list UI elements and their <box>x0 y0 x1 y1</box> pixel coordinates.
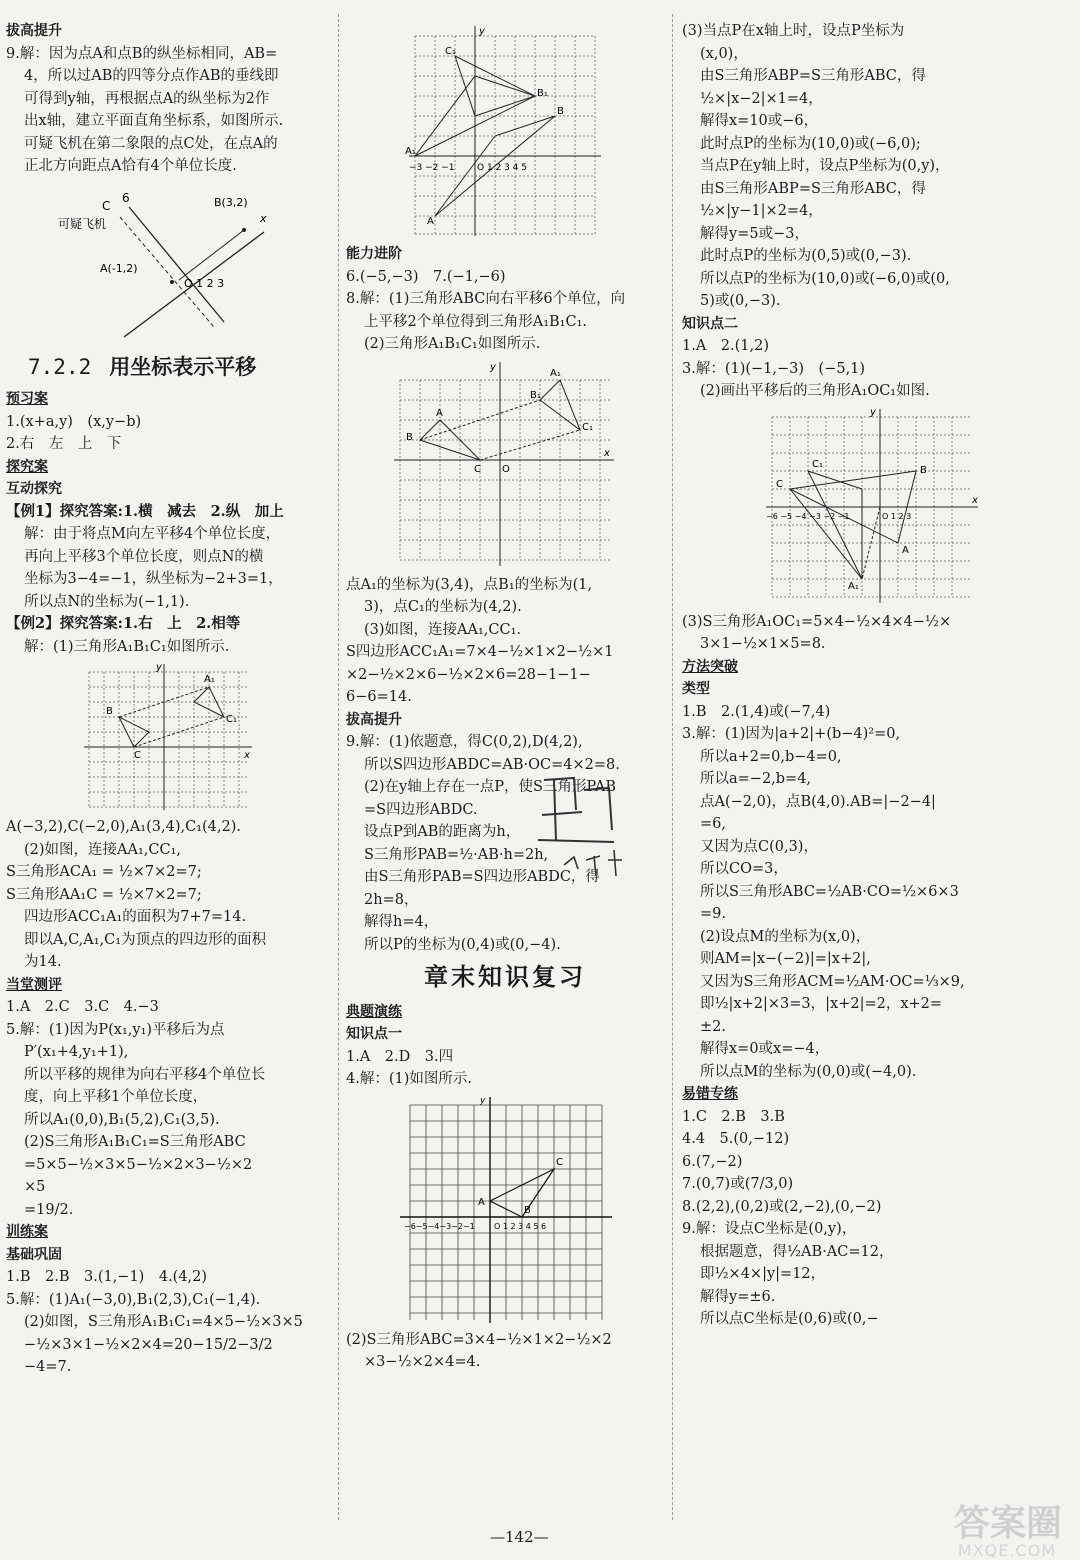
heading-type: 类型 <box>682 681 710 697</box>
svg-text:O 1 2 3 4 5 6: O 1 2 3 4 5 6 <box>494 1221 547 1231</box>
svg-text:C: C <box>134 750 141 761</box>
column-middle: A B A₁ B₁ C₁ y −3 −2 −1 O 1 2 3 4 5 能力进阶 6.(−5,−3) 7.(−1,−6) 8.解：(1)三角形ABC向右平移6个单位，向 上平移2个单位得到三角形A₁B₁C₁. (2)三角形A₁B₁C₁如图所示. B A C A₁ B₁ C₁ y x O 点A₁的坐标为(3,4)，点B₁的坐标为(1, 3)，点C₁的坐标为(4,2). (3)如图，连接AA₁,CC₁. S四边形ACC₁A₁=7×4−½×1×2−½×1 ×2−½×2×6−½×2×6=28−1−1− 6−6=14. 拔高提升 9.解：(1)依题意，得C(0,2),D(4,2), 所以S四边形ABDC=AB·OC=4×2=8. (2)在y轴上存在一点P，使S三角形PAB =S四边形ABDC. 设点P到AB的距离为h， S三角形PAB=½·AB·h=2h, 由S三角形PAB=S四边形ABDC，得 2h=8， 解得h=4， 所以P的坐标为(0,4)或(0,−4). 章末知识复习 典题演练 知识点一 1.A 2.D 3.四 4.解：(1)如图所示. A C B y −6−5−4−3−2−1 O 1 2 3 4 5 6 (2)S三角形ABC=3×4−½×1×2−½×2 ×3−½×2×4=4. <box>346 20 664 1374</box>
svg-text:C: C <box>102 198 111 213</box>
svg-text:B: B <box>920 464 927 476</box>
heading-advance-2: 拔高提升 <box>346 711 402 728</box>
heading-knowledge-2: 知识点二 <box>682 315 738 332</box>
svg-text:C: C <box>556 1156 563 1168</box>
figure-grid-translation-2 <box>390 360 620 570</box>
figure-grid-translation-3 <box>762 407 992 607</box>
svg-text:可疑飞机: 可疑飞机 <box>58 216 107 231</box>
svg-text:−6 −5 −4 −3 −2 −1: −6 −5 −4 −3 −2 −1 <box>766 511 850 521</box>
column-divider <box>672 14 673 1520</box>
svg-text:y: y <box>156 662 162 673</box>
heading-interactive: 互动探究 <box>6 481 62 497</box>
svg-text:x: x <box>972 494 978 506</box>
svg-text:B: B <box>406 431 413 443</box>
svg-text:B: B <box>524 1204 531 1216</box>
heading-ability: 能力进阶 <box>346 246 402 262</box>
svg-text:y: y <box>870 406 876 418</box>
svg-text:y: y <box>490 361 496 373</box>
svg-text:A₁: A₁ <box>405 146 416 157</box>
svg-text:O 1 2 3: O 1 2 3 <box>184 276 225 290</box>
svg-text:C₁: C₁ <box>226 714 237 725</box>
svg-text:A: A <box>436 407 443 419</box>
svg-text:B₁: B₁ <box>537 88 548 99</box>
column-left: 拔高提升 9.解：因为点A和点B的纵坐标相同，AB= 4，所以过AB的四等分点作AB的垂线即 可得到y轴，再根据点A的纵坐标为2作 出x轴，建立平面直角坐标系，如图所示. 可疑飞机在第二象限的点C处，在点A的 正北方向距点A恰有4个单位长度. B(3,2) C 6 可疑飞机 A(-1,2) O 1 2 3 x 7.2.2 用坐标表示平移 预习案 1.(x+a,y) (x,y−b) 2.右 左 上 下 探究案 互动探究 【例1】探究答案:1.横 减去 2.纵 加上 解：由于将点M向左平移4个单位长度， 再向上平移3个单位长度，则点N的横 坐标为3−4=−1，纵坐标为−2+3=1， 所以点N的坐标为(−1,1). 【例2】探究答案:1.右 上 2.相等 解：(1)三角形A₁B₁C₁如图所示. B C A₁ C₁ y x A(−3,2),C(−2,0),A₁(3,4),C₁(4,2). (2)如图，连接AA₁,CC₁, S三角形ACA₁ = ½×7×2=7; S三角形AA₁C = ½×7×2=7; 四边形ACC₁A₁的面积为7+7=14. 即以A,C,A₁,C₁为顶点的四边形的面积 为14. 当堂测评 1.A 2.C 3.C 4.−3 5.解：(1)因为P(x₁,y₁)平移后为点 P′(x₁+4,y₁+1), 所以平移的规律为向右平移4个单位长 度，向上平移1个单位长度， 所以A₁(0,0),B₁(5,2),C₁(3,5). (2)S三角形A₁B₁C₁=S三角形ABC =5×5−½×3×5−½×2×3−½×2 ×5 =19/2. 训练案 基础巩固 1.B 2.B 3.(1,−1) 4.(4,2) 5.解：(1)A₁(−3,0),B₁(2,3),C₁(−1,4). (2)如图，S三角形A₁B₁C₁=4×5−½×3×5 −½×3×1−½×2×4=20−15/2−3/2 −4=7. <box>6 20 332 1379</box>
svg-text:y: y <box>480 1095 486 1106</box>
heading-explore: 探究案 <box>6 458 48 475</box>
watermark-logo: 答案圈 <box>953 1503 1062 1544</box>
svg-text:y: y <box>479 26 485 37</box>
svg-text:O 1 2 3 4 5: O 1 2 3 4 5 <box>477 163 528 173</box>
heading-training: 训练案 <box>6 1224 48 1240</box>
heading-error-prone: 易错专练 <box>682 1086 738 1102</box>
heading-class-test: 当堂测评 <box>6 976 62 993</box>
svg-text:A: A <box>427 216 434 227</box>
column-divider <box>338 14 339 1520</box>
svg-text:O: O <box>502 463 510 475</box>
svg-text:−3 −2 −1: −3 −2 −1 <box>409 163 455 173</box>
svg-text:B(3,2): B(3,2) <box>214 195 248 209</box>
svg-text:x: x <box>260 211 267 225</box>
watermark-url: MXQE.COM <box>957 1541 1056 1560</box>
svg-text:B₁: B₁ <box>530 389 541 401</box>
svg-text:C₁: C₁ <box>812 458 823 470</box>
svg-text:B: B <box>106 706 113 717</box>
answer-9: 9.解：因为点A和点B的纵坐标相同，AB= 4，所以过AB的四等分点作AB的垂线即 可得到y轴，再根据点A的纵坐标为2作 出x轴，建立平面直角坐标系，如图所示. 可疑飞机在第二象限的点C处，在点A的 正北方向距点A恰有4个单位长度. <box>6 45 284 174</box>
chapter-title: 章末知识复习 <box>424 963 586 991</box>
heading-preview: 预习案 <box>6 391 48 407</box>
handwriting-scribble <box>534 770 644 890</box>
heading-basic: 基础巩固 <box>6 1246 62 1263</box>
figure-plane-coordinate <box>54 182 284 342</box>
svg-text:C: C <box>474 463 481 475</box>
svg-text:x: x <box>604 447 610 459</box>
svg-text:A₁: A₁ <box>848 580 859 592</box>
figure-grid-triangle <box>84 662 254 812</box>
figure-grid-translation-1 <box>405 24 605 239</box>
page-number: —142— <box>490 1528 549 1546</box>
svg-text:O 1 2 3: O 1 2 3 <box>882 511 912 521</box>
svg-text:x: x <box>244 750 250 761</box>
svg-text:A: A <box>478 1196 485 1208</box>
svg-text:A₁: A₁ <box>204 674 215 685</box>
svg-text:C: C <box>776 478 783 490</box>
svg-text:6: 6 <box>122 190 130 205</box>
heading-advance: 拔高提升 <box>6 23 62 39</box>
svg-text:A: A <box>902 544 909 556</box>
figure-grid-abc <box>390 1095 620 1325</box>
heading-typical: 典题演练 <box>346 1003 402 1020</box>
svg-text:−6−5−4−3−2−1: −6−5−4−3−2−1 <box>404 1221 475 1231</box>
svg-text:B: B <box>557 106 564 117</box>
heading-knowledge-1: 知识点一 <box>346 1026 402 1042</box>
svg-text:C₁: C₁ <box>582 421 593 433</box>
svg-text:C₁: C₁ <box>445 46 456 57</box>
svg-text:A₁: A₁ <box>550 367 561 379</box>
svg-text:A(-1,2): A(-1,2) <box>100 261 138 275</box>
column-right: (3)当点P在x轴上时，设点P坐标为 (x,0)， 由S三角形ABP=S三角形ABC，得 ½×|x−2|×1=4， 解得x=10或−6， 此时点P的坐标为(10,0)或(−6,0); 当点P在y轴上时，设点P坐标为(0,y)， 由S三角形ABP=S三角形ABC，得 ½×|y−1|×2=4， 解得y=5或−3， 此时点P的坐标为(0,5)或(0,−3). 所以点P的坐标为(10,0)或(−6,0)或(0, 5)或(0,−3). 知识点二 1.A 2.(1,2) 3.解：(1)(−1,−3) (−5,1) (2)画出平移后的三角形A₁OC₁如图. C C₁ B A A₁ y x −6 −5 −4 −3 −2 −1 O 1 2 3 (3)S三角形A₁OC₁=5×4−½×4×4−½× 3×1−½×1×5=8. 方法突破 类型 1.B 2.(1,4)或(−7,4) 3.解：(1)因为|a+2|+(b−4)²=0, 所以a+2=0,b−4=0, 所以a=−2,b=4, 点A(−2,0)，点B(4,0).AB=|−2−4| =6, 又因为点C(0,3)， 所以CO=3， 所以S三角形ABC=½AB·CO=½×6×3 =9. (2)设点M的坐标为(x,0)， 则AM=|x−(−2)|=|x+2|, 又因为S三角形ACM=½AM·OC=⅓×9, 即½|x+2|×3=3，|x+2|=2，x+2= ±2. 解得x=0或x=−4， 所以点M的坐标为(0,0)或(−4,0). 易错专练 1.C 2.B 3.B 4.4 5.(0,−12) 6.(7,−2) 7.(0,7)或(7/3,0) 8.(2,2),(0,2)或(2,−2),(0,−2) 9.解：设点C坐标是(0,y)， 根据题意，得½AB·AC=12， 即½×4×|y|=12， 解得y=±6. 所以点C坐标是(0,6)或(0,− <box>682 20 1072 1331</box>
heading-method: 方法突破 <box>682 658 738 675</box>
section-title: 7.2.2 用坐标表示平移 <box>28 354 257 379</box>
